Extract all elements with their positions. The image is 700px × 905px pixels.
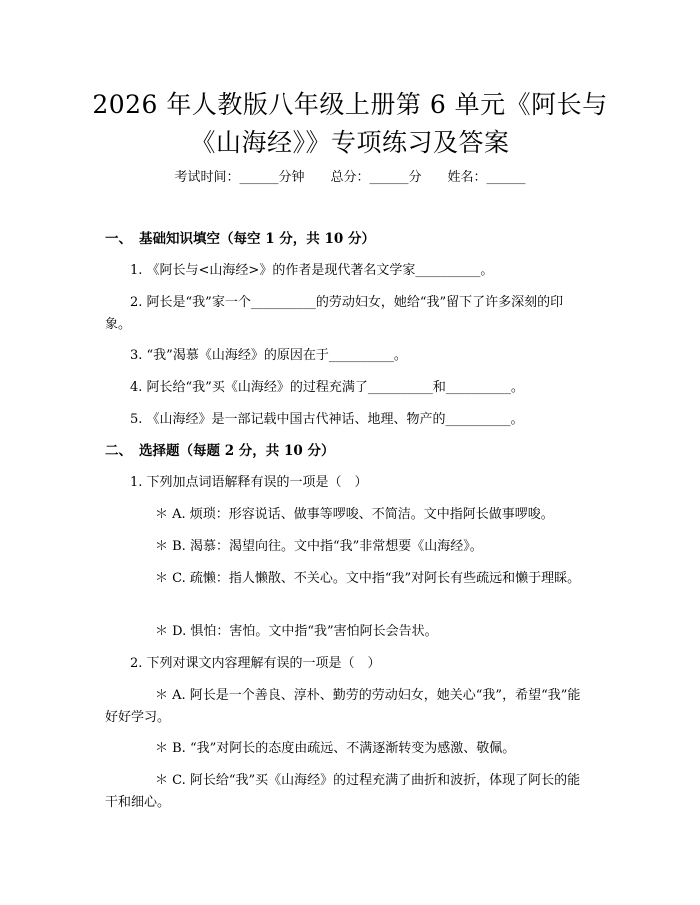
name-field: 姓名：______ [447,170,526,185]
title-line-1: 2026 年人教版八年级上册第 6 单元《阿长与 [92,90,608,119]
choice-question-1-stem: 1. 下列加点词语解释有误的一项是（ ） [130,475,368,490]
fill-blank-item-3: 3. “我”渴慕《山海经》的原因在于__________。 [130,348,407,363]
section-2-number: 二、 [105,443,132,459]
exam-info-line [0,169,700,187]
fill-blank-item-4: 4. 阿长给“我”买《山海经》的过程充满了__________和__________。 [130,380,524,395]
section-1-number: 一、 [105,231,132,247]
section-1-heading [105,229,375,249]
fill-blank-item-5: 5. 《山海经》是一部记载中国古代神话、地理、物产的__________。 [130,412,524,427]
choice-question-2-option-b: ＊ B. “我”对阿长的态度由疏远、不满逐渐转变为感激、敬佩。 [155,741,516,756]
fill-blank-item-1: 1. 《阿长与<山海经>》的作者是现代著名文学家__________。 [130,263,494,278]
section-2-heading [105,441,334,461]
choice-question-2-stem: 2. 下列对课文内容理解有误的一项是（ ） [130,656,381,671]
choice-question-1-option-c: ＊ C. 疏懒：指人懒散、不关心。文中指“我”对阿长有些疏远和懒于理睬。 [155,571,581,586]
choice-question-1-option-b: ＊ B. 渴慕：渴望向往。文中指“我”非常想要《山海经》。 [155,539,483,554]
fill-blank-item-2: 2. 阿长是“我”家一个__________的劳动妇女，她给“我”留下了许多深刻的印象。 [105,295,564,332]
choice-question-1-option-a: ＊ A. 烦琐：形容说话、做事等啰唆、不简洁。文中指阿长做事啰唆。 [155,507,554,522]
title-line-2: 《山海经》》专项练习及答案 [190,128,510,157]
document-title [40,86,660,162]
section-2-title: 选择题（每题 2 分，共 10 分） [139,443,335,459]
exam-time-field: 考试时间：______分钟 [174,170,305,185]
choice-question-2-option-c: ＊ C. 阿长给“我”买《山海经》的过程充满了曲折和波折，体现了阿长的能干和细心。 [105,773,581,810]
total-score-field: 总分：______分 [330,170,422,185]
section-1-title: 基础知识填空（每空 1 分，共 10 分） [139,231,375,247]
choice-question-2-option-a: ＊ A. 阿长是一个善良、淳朴、勤劳的劳动妇女，她关心“我”，希望“我”能好好学习。 [105,688,581,725]
choice-question-1-option-d: ＊ D. 惧怕：害怕。文中指“我”害怕阿长会告状。 [155,624,438,639]
